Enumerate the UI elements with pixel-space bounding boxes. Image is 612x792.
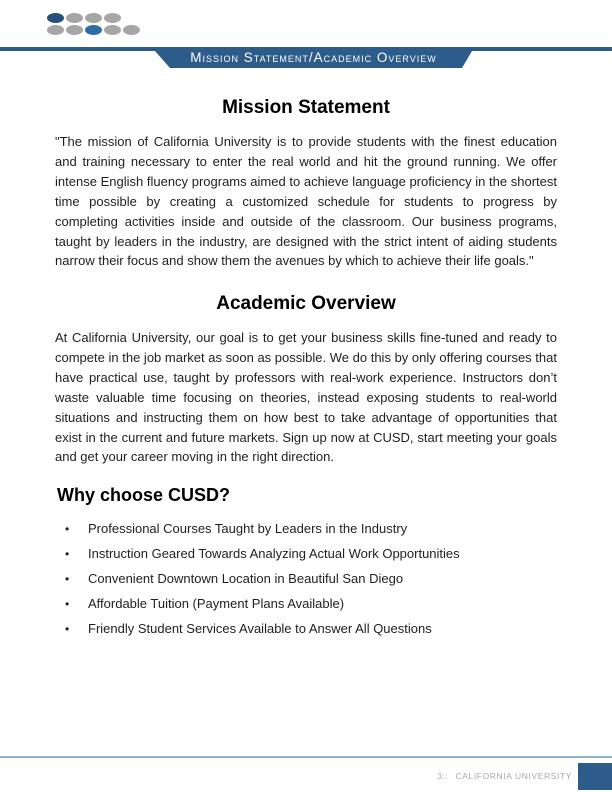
logo-dot-icon (85, 13, 102, 23)
logo-dot-icon (104, 25, 121, 35)
academic-overview-heading: Academic Overview (216, 293, 396, 314)
list-item (65, 572, 557, 586)
bullet-icon: • (65, 622, 70, 636)
footer-divider (0, 756, 612, 758)
logo-dot-icon (47, 13, 64, 23)
bullet-icon: • (65, 572, 70, 586)
list-item (65, 622, 557, 636)
why-choose-heading: Why choose CUSD? (57, 485, 231, 505)
bullet-icon: • (65, 547, 70, 561)
bullet-text: Instruction Geared Towards Analyzing Actual Work Opportunities (88, 546, 460, 561)
why-choose-bullet-list (65, 522, 557, 647)
logo-dot-row-2 (47, 25, 142, 35)
bullet-icon: • (65, 597, 70, 611)
footer-page-info (437, 771, 572, 781)
academic-overview-paragraph: At California University, our goal is to get your business skills fine-tuned and ready to compete in the job market as soon as possible. We do this by only offering courses that have practical use, taught by professors with real-work experience. Instructors don’t waste valuable time focusing on theories, instead exposing students to real-world situations and instructing them on how best to take advantage of opportunities that exist in the current and future markets. Sign up now at CUSD, start meeting your goals and get your career moving in the right direction. (55, 330, 557, 465)
logo-dot-icon (66, 13, 83, 23)
list-item (65, 597, 557, 611)
logo-dot-icon (85, 25, 102, 35)
logo-dot-icon (123, 25, 140, 35)
mission-statement-paragraph: "The mission of California University is to provide students with the finest education and training necessary to enter the real world and hit the ground running. We offer intense English fluency programs aimed to achieve language proficiency in the shortest time possible by creating a customized schedule for students to progress by completing activities inside and outside of the classroom. Our business programs, taught by leaders in the industry, are designed with the strict intent of aiding students narrow their focus and show them the avenues by which to achieve their life goals." (55, 134, 557, 269)
bullet-text: Affordable Tuition (Payment Plans Available) (88, 596, 345, 611)
list-item (65, 547, 557, 561)
logo-dot-icon (47, 25, 64, 35)
footer-corner-accent (578, 763, 612, 790)
bullet-text: Convenient Downtown Location in Beautiful San Diego (88, 571, 404, 586)
university-logo (47, 13, 142, 37)
bullet-icon: • (65, 522, 70, 536)
logo-dot-icon (66, 25, 83, 35)
bullet-text: Friendly Student Services Available to Answer All Questions (88, 621, 432, 636)
logo-dot-icon (104, 13, 121, 23)
logo-dot-row-1 (47, 13, 142, 23)
footer-org-name: CALIFORNIA UNIVERSITY (455, 771, 572, 781)
mission-statement-heading: Mission Statement (222, 97, 390, 118)
banner-title: Mission Statement/Academic Overview (190, 50, 437, 65)
list-item (65, 522, 557, 536)
footer-page-number: 3:: (437, 771, 449, 781)
bullet-text: Professional Courses Taught by Leaders in the Industry (88, 521, 408, 536)
